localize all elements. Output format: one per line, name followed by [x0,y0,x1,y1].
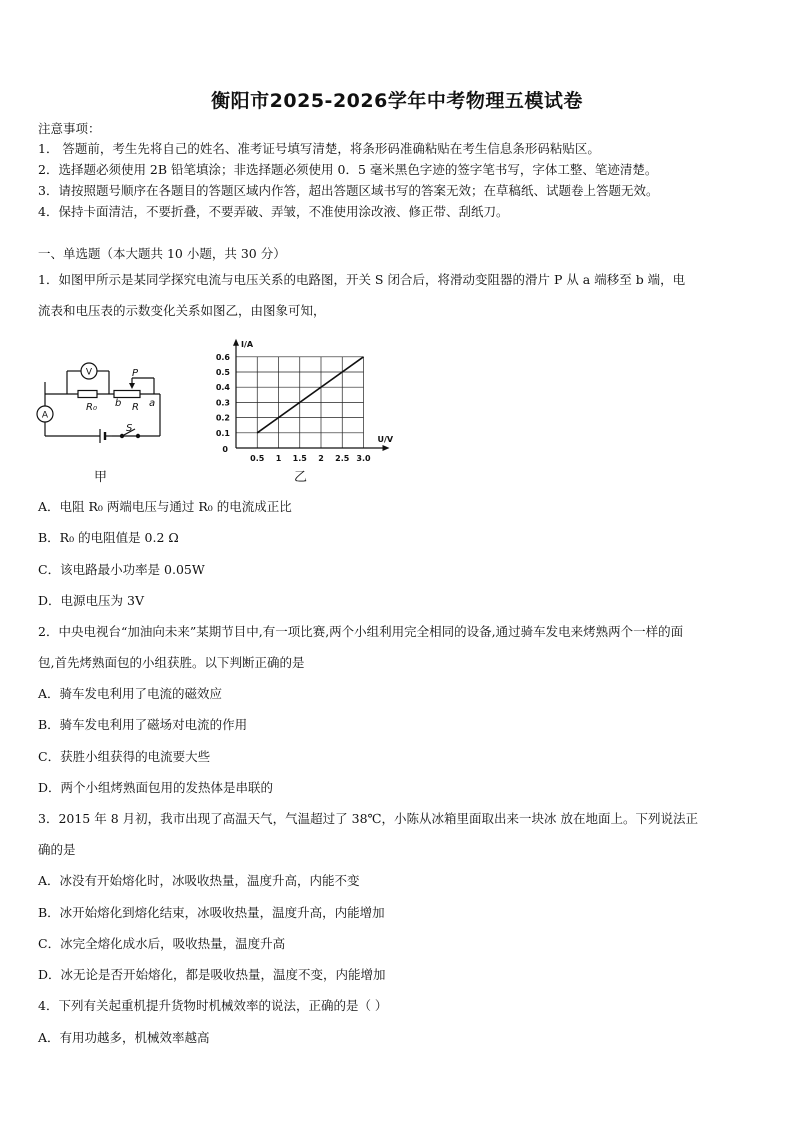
q1-option-d: D．电源电压为 3V [38,593,144,608]
rheostat-label: R [132,402,139,413]
q4-stem-line-1: 4．下列有关起重机提升货物时机械效率的说法，正确的是（ ） [38,998,388,1013]
y-tick-label: 0.5 [215,368,230,377]
q1-option-c: C．该电路最小功率是 0.05W [38,562,205,577]
q2-option-a: A．骑车发电利用了电流的磁效应 [38,686,223,701]
y-tick-label: 0.4 [215,383,230,393]
x-tick-label: 2.5 [335,454,350,463]
origin-label: 0 [222,445,228,454]
q4-option-a: A．有用功越多，机械效率越高 [38,1030,210,1045]
x-axis-arrow [383,445,390,451]
x-tick-label: 1 [275,454,282,463]
section-heading: 一、单选题（本大题共 10 小题，共 30 分） [38,246,286,261]
figure-jia-caption: 甲 [94,470,108,485]
q3-option-a: A．冰没有开始熔化时，冰吸收热量，温度升高，内能不变 [38,873,360,888]
q2-stem-line-2: 包,首先烤熟面包的小组获胜。以下判断正确的是 [38,655,305,670]
x-tick-label: 2 [318,454,324,463]
notice-heading: 注意事项： [38,121,101,136]
q3-stem-line-1: 3．2015 年 8 月初，我市出现了高温天气，气温超过了 38℃，小陈从冰箱里面取出来一块冰 放在地面上。下列说法正 [38,811,698,826]
notice-item-3: 3．请按照题号顺序在各题目的答题区域内作答，超出答题区域书写的答案无效；在草稿纸、试题卷上答题无效。 [38,183,659,198]
switch-label: S [126,423,133,434]
y-tick-label: 0.1 [215,428,230,438]
q1-stem-line-1: 1．如图甲所示是某同学探究电流与电压关系的电路图，开关 S 闭合后，将滑动变阻器的滑片 P 从 a 端移至 b 端，电 [38,272,686,287]
q1-option-b: B．R₀ 的电阻值是 0.2 Ω [38,530,179,545]
notice-item-1: 1． 答题前，考生先将自己的姓名、准考证号填写清楚，将条形码准确粘贴在考生信息条形码粘贴区。 [38,141,600,156]
q1-option-a: A．电阻 R₀ 两端电压与通过 R₀ 的电流成正比 [38,499,292,514]
q3-option-b: B．冰开始熔化到熔化结束，冰吸收热量，温度升高，内能增加 [38,905,385,920]
notice-item-2: 2．选择题必须使用 2B 铅笔填涂；非选择题必须使用 0．5 毫米黑色字迹的签字笔书写，字体工整、笔迹清楚。 [38,162,658,177]
iu-chart [206,336,396,464]
q3-option-d: D．冰无论是否开始熔化，都是吸收热量，温度不变，内能增加 [38,967,386,982]
end-a-label: a [149,398,156,409]
q1-stem-line-2: 流表和电压表的示数变化关系如图乙，由图象可知， [38,303,326,318]
circuit-diagram [34,352,174,452]
x-axis-label: U/V [377,435,394,444]
figure-yi-caption: 乙 [294,470,308,485]
q2-option-b: B．骑车发电利用了磁场对电流的作用 [38,717,248,732]
voltmeter-label: V [85,367,93,378]
x-tick-label: 1.5 [292,454,307,463]
q2-stem-line-1: 2．中央电视台“加油向未来”某期节目中,有一项比赛,两个小组利用完全相同的设备,通过骑车发电来烤熟两个一样的面 [38,624,684,639]
x-tick-label: 3.0 [356,454,371,463]
battery-icon [100,429,112,443]
q2-option-d: D．两个小组烤熟面包用的发热体是串联的 [38,780,274,795]
end-b-label: b [115,398,122,409]
ammeter-label: A [41,410,49,421]
y-axis-label: I/A [241,339,254,349]
slider-label: P [132,368,139,379]
y-tick-label: 0.2 [215,413,230,423]
y-tick-label: 0.6 [215,352,230,362]
notice-item-4: 4．保持卡面清洁，不要折叠，不要弄破、弄皱，不准使用涂改液、修正带、刮纸刀。 [38,204,509,219]
y-tick-label: 0.3 [215,398,230,408]
page-title: 衡阳市2025-2026学年中考物理五模试卷 [211,90,583,112]
q3-stem-line-2: 确的是 [38,842,76,857]
iu-data-line [257,357,363,433]
y-axis-arrow [233,339,239,346]
slider-arrow [129,383,135,389]
r0-label: R₀ [86,402,97,413]
x-tick-label: 0.5 [250,454,265,463]
q2-option-c: C．获胜小组获得的电流要大些 [38,749,211,764]
q3-option-c: C．冰完全熔化成水后，吸收热量，温度升高 [38,936,286,951]
